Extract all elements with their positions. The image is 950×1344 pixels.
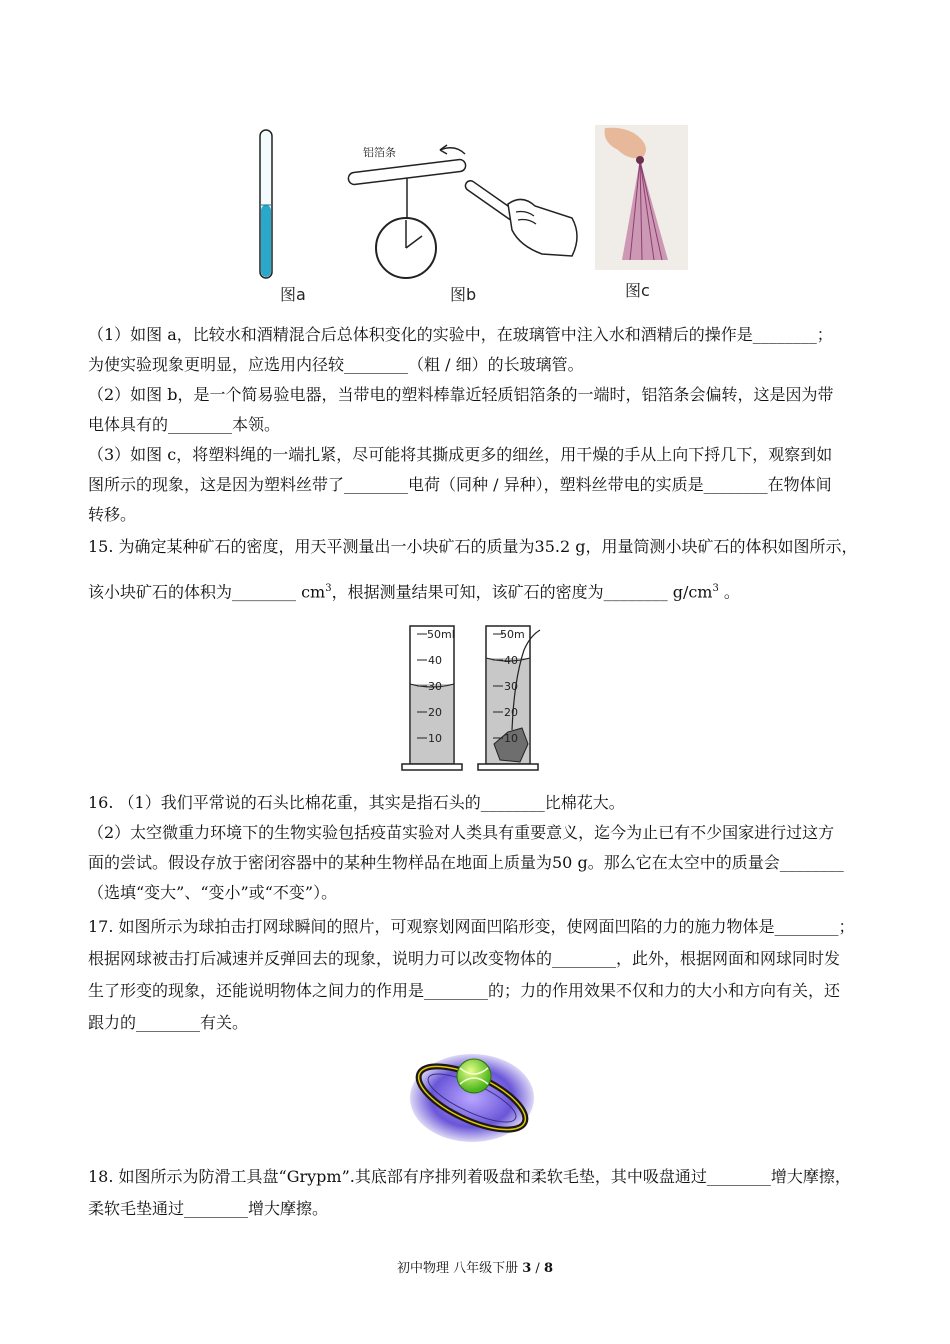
q16-line-2: （2）太空微重力环境下的生物实验包括疫苗实验对人类具有重要意义，迄今为止已有不少国家进行过这方 — [88, 823, 835, 842]
figure-a-tube — [260, 130, 272, 278]
cyl-left-tick-30: 30 — [428, 680, 442, 693]
q15-density-text: ，根据测量结果可知，该矿石的密度为________ g/cm — [331, 582, 713, 602]
q17-line-4: 跟力的________有关。 — [88, 1013, 249, 1032]
figure-abc — [250, 120, 700, 310]
figure-a-label: 图a — [280, 285, 306, 304]
cyl-left-tick-50: 50ml — [427, 628, 455, 641]
figure-b-label: 图b — [450, 285, 477, 304]
q14-line-1: （1）如图 a，比较水和酒精混合后总体积变化的实验中，在玻璃管中注入水和酒精后的操作是________； — [88, 325, 833, 344]
q14-line-5: （3）如图 c，将塑料绳的一端扎紧，尽可能将其撕成更多的细丝，用干燥的手从上向下捋几下，观察到如 — [88, 445, 833, 464]
q14-line-2: 为使实验现象更明显，应选用内径较________（粗 / 细）的长玻璃管。 — [88, 355, 584, 374]
q15-line-1: 15. 为确定某种矿石的密度，用天平测量出一小块矿石的质量为35.2 g，用量筒测小块矿石的体积如图所示， — [88, 537, 858, 556]
cyl-left-tick-10: 10 — [428, 732, 442, 745]
cylinder-with-rock — [478, 626, 540, 770]
q14-line-4: 电体具有的________本领。 — [88, 415, 281, 434]
cyl-left-tick-20: 20 — [428, 706, 442, 719]
q18-line-1: 18. 如图所示为防滑工具盘“Grypm”.其底部有序排列着吸盘和柔软毛垫，其中吸盘通过________增大摩擦， — [88, 1167, 851, 1186]
cyl-right-tick-20: 20 — [504, 706, 518, 719]
q16-line-3: 面的尝试。假设存放于密闭容器中的某种生物样品在地面上质量为50 g。那么它在太空中的质量会________ — [88, 853, 844, 872]
footer-separator: / — [531, 1261, 544, 1276]
q17-line-1: 17. 如图所示为球拍击打网球瞬间的照片，可观察划网面凹陷形变，使网面凹陷的力的施力物体是________； — [88, 917, 855, 936]
footer-course: 初中物理 八年级下册 — [396, 1261, 523, 1276]
q14-line-7: 转移。 — [88, 505, 137, 524]
q15-volume-text: 该小块矿石的体积为________ cm — [88, 582, 326, 602]
cyl-right-tick-30: 30 — [504, 680, 518, 693]
q18-line-2: 柔软毛垫通过________增大摩擦。 — [88, 1199, 329, 1218]
q15-line-2 — [88, 578, 740, 603]
cyl-left-tick-40: 40 — [428, 654, 442, 667]
q16-line-1: 16. （1）我们平常说的石头比棉花重，其实是指石头的________比棉花大。 — [88, 793, 625, 812]
q15-density-exponent: 3 — [712, 583, 719, 594]
page-footer — [0, 1257, 950, 1276]
q15-end-text: 。 — [718, 582, 740, 602]
q17-line-3: 生了形变的现象，还能说明物体之间力的作用是________的；力的作用效果不仅和力的大小和方向有关，还 — [88, 981, 841, 1000]
q14-line-6: 图所示的现象，这是因为塑料丝带了________电荷（同种 / 异种），塑料丝带电的实质是________在物体间 — [88, 475, 832, 494]
cyl-right-tick-10: 10 — [504, 732, 518, 745]
figure-b-electroscope — [348, 145, 577, 278]
q15-volume-exponent: 3 — [325, 583, 332, 594]
q14-line-3: （2）如图 b，是一个简易验电器，当带电的塑料棒靠近轻质铝箔条的一端时，铝箔条会偏转，这是因为带 — [88, 385, 834, 404]
footer-page-number: 3 — [522, 1261, 532, 1276]
foil-strip-label: 铝箔条 — [363, 146, 396, 159]
cyl-right-tick-50: 50m — [500, 628, 525, 641]
figure-cylinders — [400, 620, 550, 775]
figure-tennis-racket — [410, 1050, 540, 1148]
footer-total-pages: 8 — [543, 1261, 553, 1276]
figure-c-label: 图c — [625, 281, 650, 300]
q16-line-4: （选填“变大”、“变小”或“不变”）。 — [88, 883, 338, 902]
figure-c-photo — [595, 125, 688, 270]
q17-line-2: 根据网球被击打后减速并反弹回去的现象，说明力可以改变物体的________，此外，根据网面和网球同时发 — [88, 949, 841, 968]
cylinder-empty-rock — [402, 626, 462, 770]
cyl-right-tick-40: 40 — [504, 654, 518, 667]
